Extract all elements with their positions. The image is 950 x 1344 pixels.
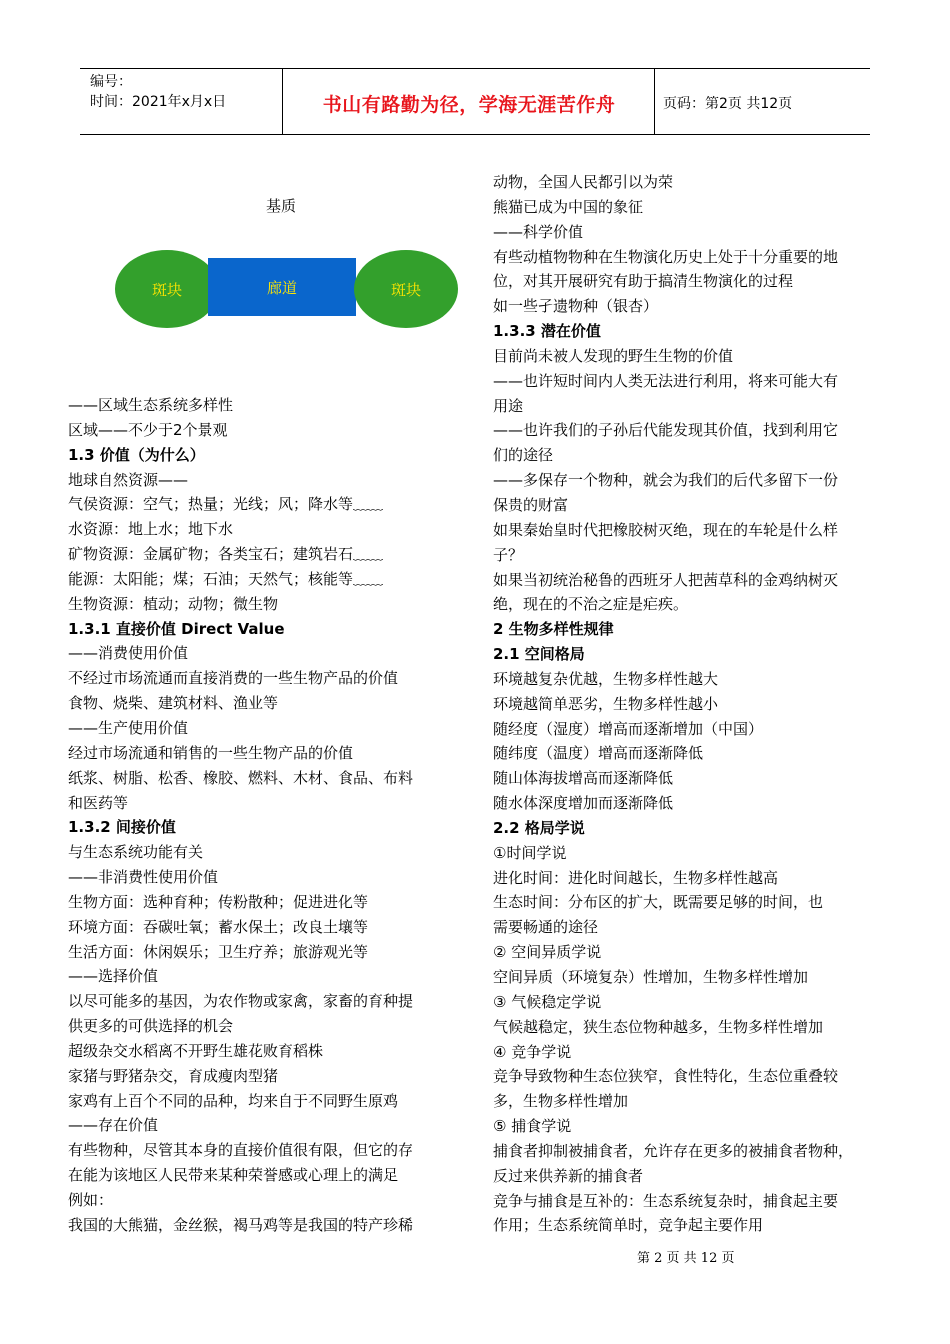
right-column-line: ③ 气候稳定学说 bbox=[493, 992, 602, 1011]
right-column-line: 1.3.3 潜在价值 bbox=[493, 322, 601, 341]
left-column-line: 1.3.1 直接价值 Direct Value bbox=[68, 619, 285, 638]
left-column-line: 生物资源：植动；动物；微生物 bbox=[68, 594, 279, 613]
left-column-line: 经过市场流通和销售的一些生物产品的价值 bbox=[68, 743, 354, 762]
right-column-line: ——多保存一个物种，就会为我们的后代多留下一份 bbox=[493, 471, 839, 490]
footer-page-number: 第 2 页 共 12 页 bbox=[637, 1251, 735, 1266]
left-column-line: 气侯资源：空气；热量；光线；风；降水等﹏﹏ bbox=[68, 495, 384, 514]
left-column-line: 和医药等 bbox=[68, 793, 129, 812]
left-column-line: 区域——不少于2个景观 bbox=[68, 420, 228, 439]
left-column-line: ——消费使用价值 bbox=[68, 644, 189, 663]
right-column-line: 动物，全国人民都引以为荣 bbox=[493, 173, 674, 191]
right-column-line: 竞争与捕食是互补的：生态系统复杂时，捕食起主要 bbox=[493, 1191, 839, 1210]
right-column-line: ——科学价值 bbox=[493, 222, 584, 241]
left-column-line: 我国的大熊猫，金丝猴，褐马鸡等是我国的特产珍稀 bbox=[68, 1215, 414, 1234]
left-column-line: 1.3.2 间接价值 bbox=[68, 818, 176, 837]
header-top-rule bbox=[80, 68, 870, 69]
left-column-line: ——存在价值 bbox=[68, 1116, 159, 1135]
right-column-line: 环境越复杂优越，生物多样性越大 bbox=[493, 669, 719, 688]
right-column-line: 随水体深度增加而逐渐降低 bbox=[493, 794, 674, 813]
right-column-line: ——也许我们的子孙后代能发现其价值，找到利用它 bbox=[493, 421, 839, 440]
right-column-line: 生态时间：分布区的扩大，既需要足够的时间，也 bbox=[493, 893, 824, 912]
left-column-line: 有些物种，尽管其本身的直接价值很有限，但它的存 bbox=[68, 1141, 414, 1160]
right-column-line: ② 空间异质学说 bbox=[493, 943, 602, 962]
patch-right-label: 斑块 bbox=[390, 280, 421, 299]
left-column-line: 环境方面：吞碳吐氧；蓄水保土；改良土壤等 bbox=[68, 917, 369, 936]
left-column-line: ——生产使用价值 bbox=[68, 718, 189, 737]
right-column-line: 子？ bbox=[493, 545, 524, 564]
right-column-line: 需要畅通的途径 bbox=[493, 918, 599, 937]
left-column-line: 供更多的可供选择的机会 bbox=[68, 1017, 234, 1036]
right-column-line: ①时间学说 bbox=[493, 843, 567, 862]
right-column-line: 目前尚未被人发现的野生生物的价值 bbox=[493, 346, 734, 365]
left-column-line: ——选择价值 bbox=[68, 967, 159, 986]
header-time: 时间：2021年x月x日 bbox=[90, 94, 227, 110]
header-page-info: 页码：第2页 共12页 bbox=[663, 96, 793, 112]
header-number: 编号： bbox=[90, 74, 132, 90]
right-column-line: 随经度（湿度）增高而逐渐增加（中国） bbox=[493, 719, 764, 738]
header-motto: 书山有路勤为径，学海无涯苦作舟 bbox=[322, 94, 616, 116]
right-column-line: 随纬度（温度）增高而逐渐降低 bbox=[493, 744, 704, 763]
left-column-line: 能源：太阳能；煤；石油；天然气；核能等﹏﹏ bbox=[68, 569, 384, 588]
header-divider-right bbox=[654, 68, 655, 135]
right-column-line: 绝，现在的不治之症是疟疾。 bbox=[493, 595, 689, 614]
left-column-line: 地球自然资源—— bbox=[68, 470, 189, 489]
right-column-line: 气候越稳定，狭生态位物种越多，生物多样性增加 bbox=[493, 1017, 824, 1036]
left-column-line: 纸浆、树脂、松香、橡胶、燃料、木材、食品、布料 bbox=[68, 768, 414, 787]
right-column-line: 2.1 空间格局 bbox=[493, 645, 585, 664]
left-column-line: 1.3 价值（为什么） bbox=[68, 445, 205, 464]
right-column-line: 作用；生态系统简单时，竞争起主要作用 bbox=[493, 1216, 764, 1235]
header-bottom-rule bbox=[80, 134, 870, 135]
left-column-line: 水资源：地上水；地下水 bbox=[68, 520, 234, 539]
right-column-line: 2.2 格局学说 bbox=[493, 818, 585, 837]
left-column-line: 生物方面：选种育种；传粉散种；促进进化等 bbox=[68, 892, 369, 911]
right-column-line: 熊猫已成为中国的象征 bbox=[493, 197, 644, 216]
diagram-patch-right bbox=[354, 250, 458, 328]
right-column-line: 用途 bbox=[493, 396, 524, 415]
header-divider-left bbox=[282, 68, 283, 135]
diagram-corridor bbox=[208, 258, 356, 316]
left-column-line: 家鸡有上百个不同的品种，均来自于不同野生原鸡 bbox=[68, 1091, 399, 1110]
right-column-line: 竞争导致物种生态位狭窄，食性特化，生态位重叠较 bbox=[493, 1067, 839, 1086]
right-column-line: 随山体海拔增高而逐渐降低 bbox=[493, 769, 674, 788]
left-column-line: 不经过市场流通而直接消费的一些生物产品的价值 bbox=[68, 669, 399, 688]
left-column bbox=[68, 393, 462, 1238]
left-column-line: 在能为该地区人民带来某种荣誉感或心理上的满足 bbox=[68, 1166, 399, 1185]
right-column bbox=[493, 170, 888, 1238]
right-column-line: 如果秦始皇时代把橡胶树灭绝，现在的车轮是什么样 bbox=[493, 520, 839, 539]
left-column-line: 家猪与野猪杂交，育成瘦肉型猪 bbox=[68, 1066, 279, 1085]
right-column-line: 进化时间：进化时间越长，生物多样性越高 bbox=[493, 868, 779, 887]
right-column-line: 环境越简单恶劣，生物多样性越小 bbox=[493, 694, 719, 713]
right-column-line: 如果当初统治秘鲁的西班牙人把茜草科的金鸡纳树灭 bbox=[493, 570, 839, 589]
left-column-line: 生活方面：休闲娱乐；卫生疗养；旅游观光等 bbox=[68, 942, 369, 961]
left-column-line: 超级杂交水稻离不开野生雄花败育稻株 bbox=[68, 1041, 324, 1060]
left-column-line: ——区域生态系统多样性 bbox=[68, 396, 234, 414]
diagram-patch-left bbox=[115, 250, 219, 328]
right-column-line: 2 生物多样性规律 bbox=[493, 620, 614, 639]
right-column-line: 有些动植物物种在生物演化历史上处于十分重要的地 bbox=[493, 247, 839, 266]
right-column-line: 们的途径 bbox=[493, 446, 554, 465]
corridor-label: 廊道 bbox=[266, 278, 297, 297]
right-column-line: 如一些孑遗物种（银杏） bbox=[493, 297, 659, 316]
header-meta bbox=[90, 72, 226, 112]
left-column-line: 例如： bbox=[68, 1191, 114, 1209]
patch-left-label: 斑块 bbox=[151, 280, 182, 299]
right-column-line: 捕食者抑制被捕食者，允许存在更多的被捕食者物种， bbox=[493, 1141, 854, 1160]
right-column-line: ④ 竞争学说 bbox=[493, 1042, 572, 1061]
right-column-line: 位，对其开展研究有助于搞清生物演化的过程 bbox=[493, 272, 794, 291]
left-column-line: 矿物资源：金属矿物；各类宝石；建筑岩石﹏﹏ bbox=[68, 545, 384, 564]
right-column-line: 空间异质（环境复杂）性增加，生物多样性增加 bbox=[493, 968, 809, 986]
right-column-line: 多，生物多样性增加 bbox=[493, 1092, 629, 1111]
right-column-line: ——也许短时间内人类无法进行利用，将来可能大有 bbox=[493, 371, 839, 390]
left-column-line: 以尽可能多的基因，为农作物或家禽，家畜的育种提 bbox=[68, 992, 414, 1011]
left-column-line: 食物、烧柴、建筑材料、渔业等 bbox=[68, 694, 279, 713]
right-column-line: 反过来供养新的捕食者 bbox=[493, 1166, 644, 1185]
right-column-line: 保贵的财富 bbox=[493, 495, 569, 514]
diagram-caption-matrix: 基质 bbox=[266, 197, 297, 215]
right-column-line: ⑤ 捕食学说 bbox=[493, 1117, 572, 1136]
left-column-line: 与生态系统功能有关 bbox=[68, 843, 204, 862]
left-column-line: ——非消费性使用价值 bbox=[68, 868, 219, 887]
